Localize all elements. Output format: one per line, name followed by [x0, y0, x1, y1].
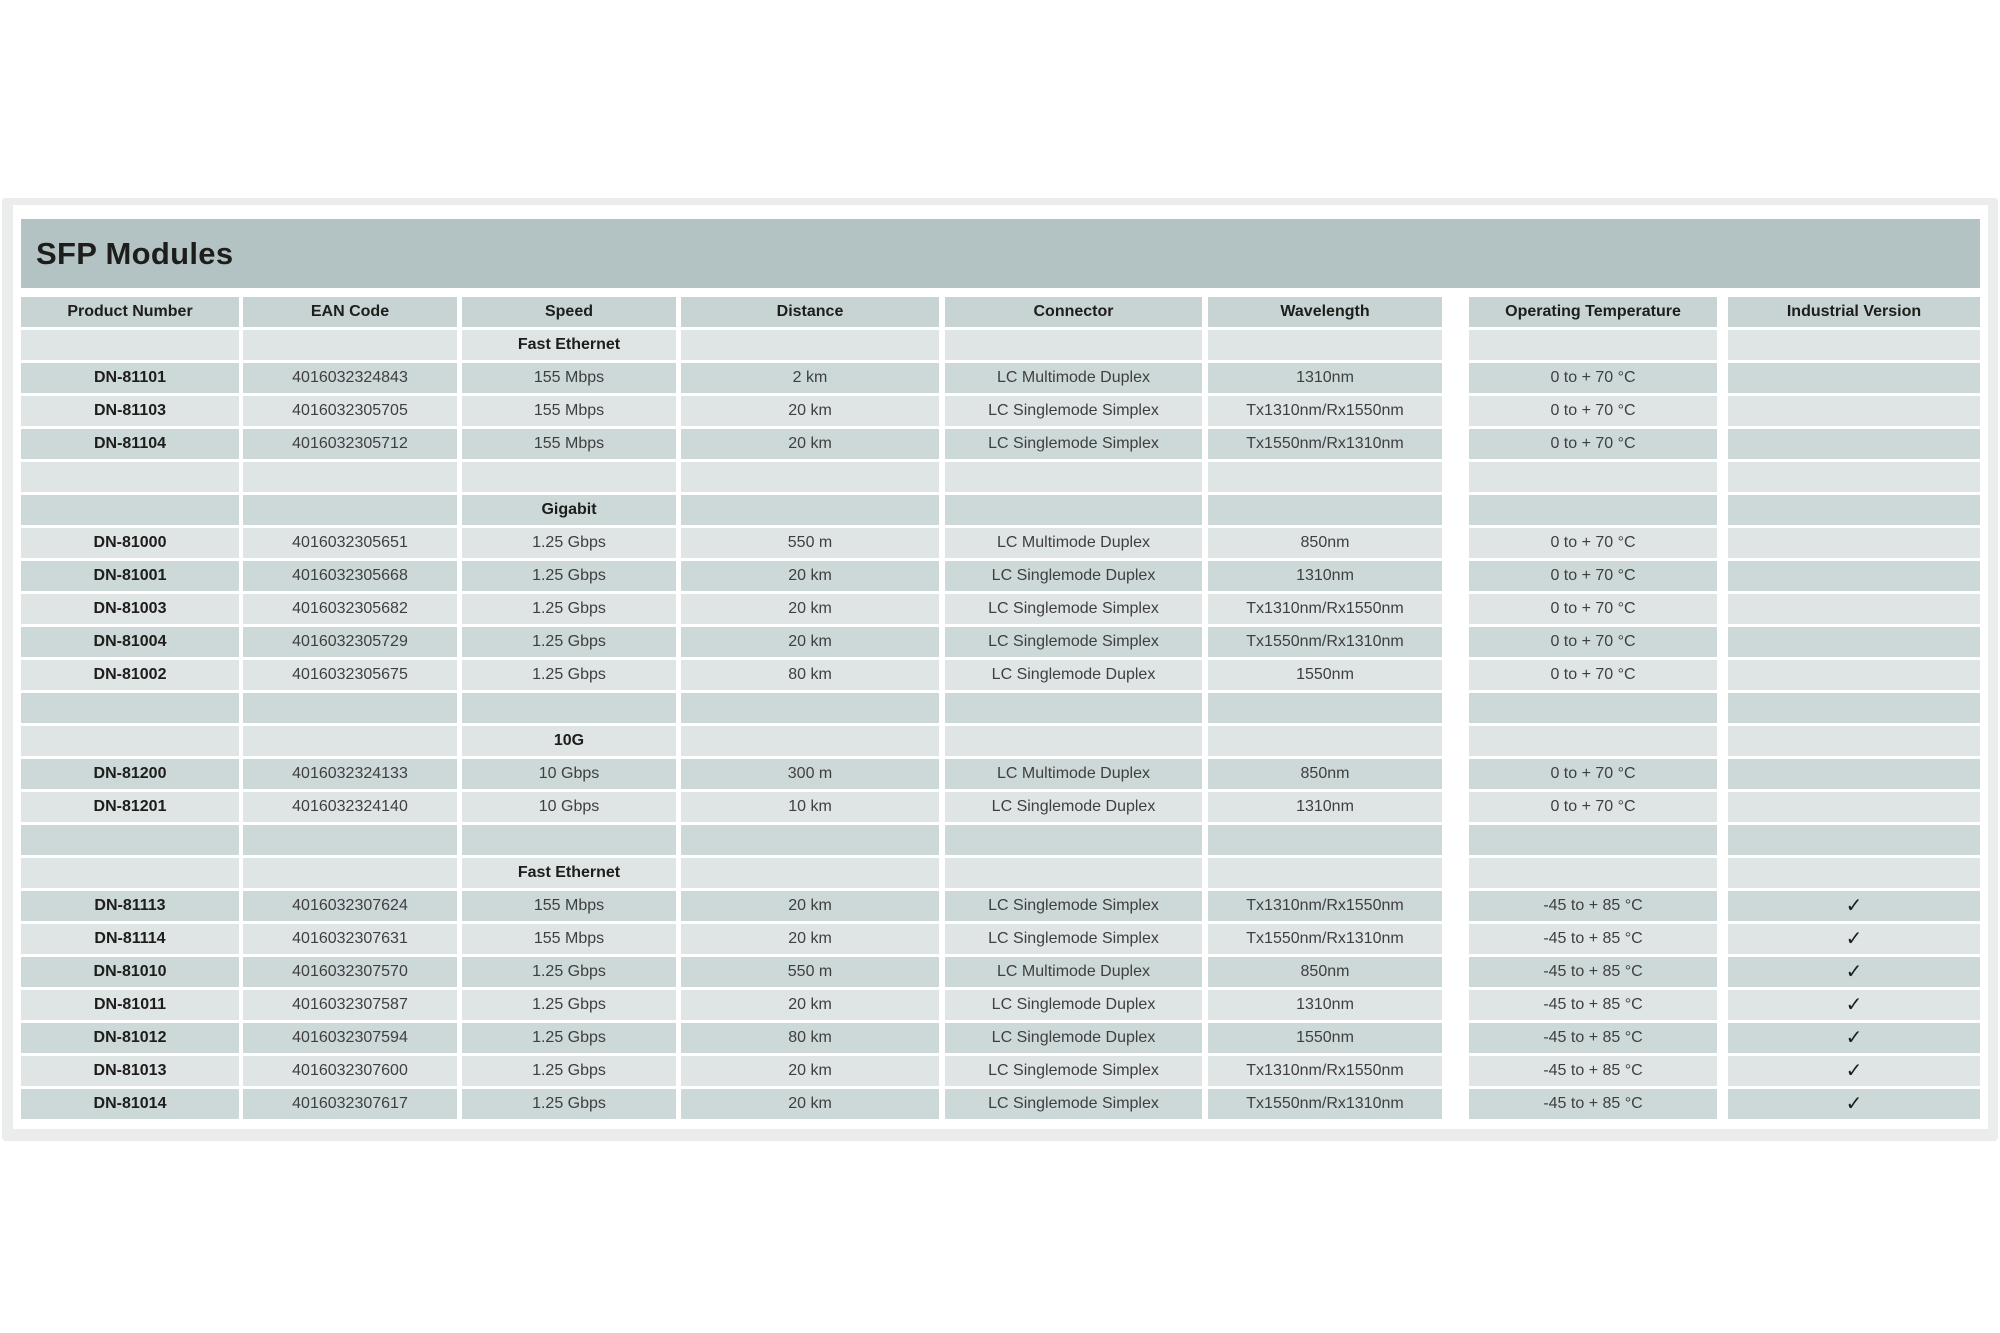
column-header-connector: Connector [945, 297, 1202, 327]
table-row [21, 594, 1980, 624]
cell-distance: 550 m [681, 528, 939, 558]
cell-product: DN-81013 [21, 1056, 239, 1086]
panel-inner [13, 205, 1988, 1129]
empty-row [21, 693, 1980, 723]
sfp-modules-table [21, 297, 1980, 1119]
empty-row [21, 462, 1980, 492]
cell-speed: 155 Mbps [462, 396, 676, 426]
check-icon: ✓ [1845, 928, 1863, 950]
cell-product: DN-81010 [21, 957, 239, 987]
table-header-row [21, 297, 1980, 327]
empty-row [21, 825, 1980, 855]
cell-ean: 4016032305729 [243, 627, 457, 657]
cell-temperature: -45 to + 85 °C [1469, 957, 1717, 987]
cell-ean: 4016032305712 [243, 429, 457, 459]
cell-connector [945, 462, 1202, 492]
cell-ean [243, 462, 457, 492]
cell-distance: 2 km [681, 363, 939, 393]
cell-connector: LC Multimode Duplex [945, 759, 1202, 789]
cell-ean: 4016032305668 [243, 561, 457, 591]
cell-distance: 300 m [681, 759, 939, 789]
cell-distance: 10 km [681, 792, 939, 822]
cell-speed: 155 Mbps [462, 891, 676, 921]
cell-product: DN-81012 [21, 1023, 239, 1053]
cell-distance [681, 330, 939, 360]
cell-distance [681, 858, 939, 888]
cell-industrial [1728, 594, 1980, 624]
section-label: Fast Ethernet [462, 330, 676, 360]
cell-distance [681, 462, 939, 492]
table-row [21, 792, 1980, 822]
cell-product [21, 858, 239, 888]
cell-temperature: 0 to + 70 °C [1469, 660, 1717, 690]
cell-distance: 20 km [681, 891, 939, 921]
cell-speed: 1.25 Gbps [462, 1056, 676, 1086]
cell-industrial [1728, 627, 1980, 657]
check-icon: ✓ [1845, 994, 1863, 1016]
cell-temperature [1469, 495, 1717, 525]
cell-connector: LC Singlemode Simplex [945, 891, 1202, 921]
cell-industrial [1728, 825, 1980, 855]
cell-ean [243, 825, 457, 855]
cell-wavelength: Tx1310nm/Rx1550nm [1208, 1056, 1442, 1086]
cell-product: DN-81200 [21, 759, 239, 789]
check-icon: ✓ [1845, 1027, 1863, 1049]
cell-temperature [1469, 825, 1717, 855]
cell-distance [681, 825, 939, 855]
cell-temperature [1469, 726, 1717, 756]
cell-wavelength [1208, 462, 1442, 492]
cell-speed: 1.25 Gbps [462, 957, 676, 987]
cell-wavelength: Tx1550nm/Rx1310nm [1208, 1089, 1442, 1119]
table-row [21, 1056, 1980, 1086]
cell-industrial [1728, 693, 1980, 723]
cell-industrial [1728, 759, 1980, 789]
cell-temperature [1469, 462, 1717, 492]
cell-ean [243, 495, 457, 525]
title-bar [21, 219, 1980, 288]
cell-speed [462, 825, 676, 855]
cell-ean [243, 858, 457, 888]
cell-industrial [1728, 726, 1980, 756]
cell-temperature: -45 to + 85 °C [1469, 990, 1717, 1020]
cell-product [21, 726, 239, 756]
table-row [21, 396, 1980, 426]
cell-industrial [1728, 396, 1980, 426]
cell-wavelength: Tx1310nm/Rx1550nm [1208, 891, 1442, 921]
cell-distance: 20 km [681, 990, 939, 1020]
cell-connector [945, 693, 1202, 723]
cell-wavelength [1208, 825, 1442, 855]
cell-industrial [1728, 858, 1980, 888]
cell-distance: 20 km [681, 429, 939, 459]
table-row [21, 759, 1980, 789]
cell-speed: 155 Mbps [462, 924, 676, 954]
cell-connector: LC Singlemode Simplex [945, 924, 1202, 954]
cell-wavelength: 1310nm [1208, 561, 1442, 591]
cell-temperature: -45 to + 85 °C [1469, 1056, 1717, 1086]
cell-product: DN-81101 [21, 363, 239, 393]
cell-connector: LC Singlemode Duplex [945, 561, 1202, 591]
cell-speed: 155 Mbps [462, 429, 676, 459]
cell-ean [243, 330, 457, 360]
cell-temperature: -45 to + 85 °C [1469, 1023, 1717, 1053]
cell-connector [945, 858, 1202, 888]
cell-temperature: -45 to + 85 °C [1469, 891, 1717, 921]
cell-product [21, 462, 239, 492]
cell-speed: 155 Mbps [462, 363, 676, 393]
cell-temperature [1469, 858, 1717, 888]
industrial-version-cell [1728, 1023, 1980, 1053]
column-header-distance: Distance [681, 297, 939, 327]
cell-ean: 4016032324843 [243, 363, 457, 393]
cell-distance: 20 km [681, 1089, 939, 1119]
cell-temperature: 0 to + 70 °C [1469, 594, 1717, 624]
cell-wavelength: 850nm [1208, 957, 1442, 987]
section-label: Gigabit [462, 495, 676, 525]
cell-product: DN-81114 [21, 924, 239, 954]
cell-ean: 4016032324133 [243, 759, 457, 789]
cell-ean: 4016032307570 [243, 957, 457, 987]
cell-distance: 20 km [681, 396, 939, 426]
cell-product [21, 330, 239, 360]
cell-product [21, 495, 239, 525]
cell-ean: 4016032305651 [243, 528, 457, 558]
cell-wavelength [1208, 726, 1442, 756]
cell-product: DN-81011 [21, 990, 239, 1020]
check-icon: ✓ [1845, 1093, 1863, 1115]
table-row [21, 1023, 1980, 1053]
cell-industrial [1728, 462, 1980, 492]
cell-ean: 4016032307587 [243, 990, 457, 1020]
cell-distance: 20 km [681, 561, 939, 591]
check-icon: ✓ [1845, 895, 1863, 917]
cell-ean [243, 693, 457, 723]
cell-ean [243, 726, 457, 756]
cell-industrial [1728, 528, 1980, 558]
cell-wavelength: Tx1550nm/Rx1310nm [1208, 429, 1442, 459]
table-row [21, 561, 1980, 591]
datasheet-panel [2, 198, 1998, 1141]
cell-wavelength: 850nm [1208, 528, 1442, 558]
cell-speed [462, 462, 676, 492]
cell-connector: LC Singlemode Duplex [945, 1023, 1202, 1053]
cell-speed: 10 Gbps [462, 759, 676, 789]
cell-connector: LC Singlemode Duplex [945, 792, 1202, 822]
cell-temperature: -45 to + 85 °C [1469, 924, 1717, 954]
cell-product: DN-81014 [21, 1089, 239, 1119]
cell-speed [462, 693, 676, 723]
cell-ean: 4016032305705 [243, 396, 457, 426]
section-row [21, 726, 1980, 756]
table-row [21, 957, 1980, 987]
cell-distance [681, 495, 939, 525]
cell-ean: 4016032307624 [243, 891, 457, 921]
cell-product: DN-81113 [21, 891, 239, 921]
industrial-version-cell [1728, 1089, 1980, 1119]
cell-wavelength: 1550nm [1208, 660, 1442, 690]
section-row [21, 330, 1980, 360]
industrial-version-cell [1728, 990, 1980, 1020]
cell-temperature: 0 to + 70 °C [1469, 429, 1717, 459]
cell-speed: 1.25 Gbps [462, 1023, 676, 1053]
column-header-product: Product Number [21, 297, 239, 327]
cell-connector: LC Singlemode Simplex [945, 1089, 1202, 1119]
column-header-wavelength: Wavelength [1208, 297, 1442, 327]
cell-temperature: 0 to + 70 °C [1469, 561, 1717, 591]
cell-wavelength [1208, 693, 1442, 723]
cell-temperature [1469, 330, 1717, 360]
table-row [21, 528, 1980, 558]
cell-connector: LC Singlemode Duplex [945, 990, 1202, 1020]
cell-connector: LC Singlemode Simplex [945, 396, 1202, 426]
cell-wavelength: Tx1550nm/Rx1310nm [1208, 924, 1442, 954]
cell-industrial [1728, 330, 1980, 360]
cell-speed: 10 Gbps [462, 792, 676, 822]
cell-industrial [1728, 495, 1980, 525]
cell-speed: 1.25 Gbps [462, 627, 676, 657]
check-icon: ✓ [1845, 961, 1863, 983]
table-row [21, 627, 1980, 657]
section-label: 10G [462, 726, 676, 756]
cell-industrial [1728, 429, 1980, 459]
cell-connector: LC Singlemode Simplex [945, 1056, 1202, 1086]
cell-connector: LC Multimode Duplex [945, 528, 1202, 558]
cell-temperature [1469, 693, 1717, 723]
cell-industrial [1728, 792, 1980, 822]
cell-distance: 20 km [681, 627, 939, 657]
cell-connector: LC Multimode Duplex [945, 363, 1202, 393]
cell-connector: LC Multimode Duplex [945, 957, 1202, 987]
cell-product: DN-81103 [21, 396, 239, 426]
column-header-ean: EAN Code [243, 297, 457, 327]
cell-wavelength: 1550nm [1208, 1023, 1442, 1053]
cell-speed: 1.25 Gbps [462, 1089, 676, 1119]
cell-speed: 1.25 Gbps [462, 660, 676, 690]
industrial-version-cell [1728, 957, 1980, 987]
cell-distance: 20 km [681, 1056, 939, 1086]
cell-ean: 4016032307600 [243, 1056, 457, 1086]
cell-wavelength: 850nm [1208, 759, 1442, 789]
cell-connector: LC Singlemode Simplex [945, 627, 1202, 657]
cell-wavelength: 1310nm [1208, 363, 1442, 393]
industrial-version-cell [1728, 924, 1980, 954]
cell-wavelength: 1310nm [1208, 990, 1442, 1020]
cell-connector [945, 330, 1202, 360]
cell-ean: 4016032324140 [243, 792, 457, 822]
table-row [21, 924, 1980, 954]
cell-speed: 1.25 Gbps [462, 561, 676, 591]
cell-distance: 80 km [681, 1023, 939, 1053]
column-header-temperature: Operating Temperature [1469, 297, 1717, 327]
cell-temperature: -45 to + 85 °C [1469, 1089, 1717, 1119]
cell-temperature: 0 to + 70 °C [1469, 396, 1717, 426]
cell-distance [681, 726, 939, 756]
cell-product: DN-81000 [21, 528, 239, 558]
cell-distance: 550 m [681, 957, 939, 987]
section-row [21, 858, 1980, 888]
cell-product: DN-81004 [21, 627, 239, 657]
cell-product: DN-81003 [21, 594, 239, 624]
cell-industrial [1728, 561, 1980, 591]
cell-wavelength [1208, 495, 1442, 525]
cell-ean: 4016032305675 [243, 660, 457, 690]
cell-distance [681, 693, 939, 723]
industrial-version-cell [1728, 1056, 1980, 1086]
cell-wavelength [1208, 330, 1442, 360]
column-header-speed: Speed [462, 297, 676, 327]
cell-connector [945, 825, 1202, 855]
cell-product: DN-81104 [21, 429, 239, 459]
cell-connector [945, 726, 1202, 756]
cell-distance: 20 km [681, 924, 939, 954]
table-body [21, 330, 1980, 1119]
table-row [21, 429, 1980, 459]
cell-ean: 4016032307617 [243, 1089, 457, 1119]
cell-industrial [1728, 660, 1980, 690]
cell-wavelength [1208, 858, 1442, 888]
table-row [21, 1089, 1980, 1119]
cell-speed: 1.25 Gbps [462, 594, 676, 624]
cell-distance: 20 km [681, 594, 939, 624]
cell-speed: 1.25 Gbps [462, 528, 676, 558]
cell-ean: 4016032305682 [243, 594, 457, 624]
cell-product: DN-81002 [21, 660, 239, 690]
cell-connector: LC Singlemode Simplex [945, 594, 1202, 624]
cell-wavelength: Tx1310nm/Rx1550nm [1208, 396, 1442, 426]
cell-wavelength: Tx1310nm/Rx1550nm [1208, 594, 1442, 624]
cell-temperature: 0 to + 70 °C [1469, 792, 1717, 822]
cell-product [21, 825, 239, 855]
industrial-version-cell [1728, 891, 1980, 921]
cell-speed: 1.25 Gbps [462, 990, 676, 1020]
cell-wavelength: 1310nm [1208, 792, 1442, 822]
cell-product: DN-81001 [21, 561, 239, 591]
table-row [21, 660, 1980, 690]
section-label: Fast Ethernet [462, 858, 676, 888]
table-row [21, 891, 1980, 921]
cell-connector [945, 495, 1202, 525]
cell-temperature: 0 to + 70 °C [1469, 528, 1717, 558]
check-icon: ✓ [1845, 1060, 1863, 1082]
cell-connector: LC Singlemode Simplex [945, 429, 1202, 459]
cell-distance: 80 km [681, 660, 939, 690]
table-row [21, 990, 1980, 1020]
cell-connector: LC Singlemode Duplex [945, 660, 1202, 690]
cell-product: DN-81201 [21, 792, 239, 822]
cell-wavelength: Tx1550nm/Rx1310nm [1208, 627, 1442, 657]
cell-product [21, 693, 239, 723]
cell-ean: 4016032307631 [243, 924, 457, 954]
cell-temperature: 0 to + 70 °C [1469, 363, 1717, 393]
column-header-industrial: Industrial Version [1728, 297, 1980, 327]
cell-industrial [1728, 363, 1980, 393]
cell-temperature: 0 to + 70 °C [1469, 759, 1717, 789]
table-row [21, 363, 1980, 393]
cell-temperature: 0 to + 70 °C [1469, 627, 1717, 657]
cell-ean: 4016032307594 [243, 1023, 457, 1053]
section-row [21, 495, 1980, 525]
page-title: SFP Modules [36, 235, 234, 271]
